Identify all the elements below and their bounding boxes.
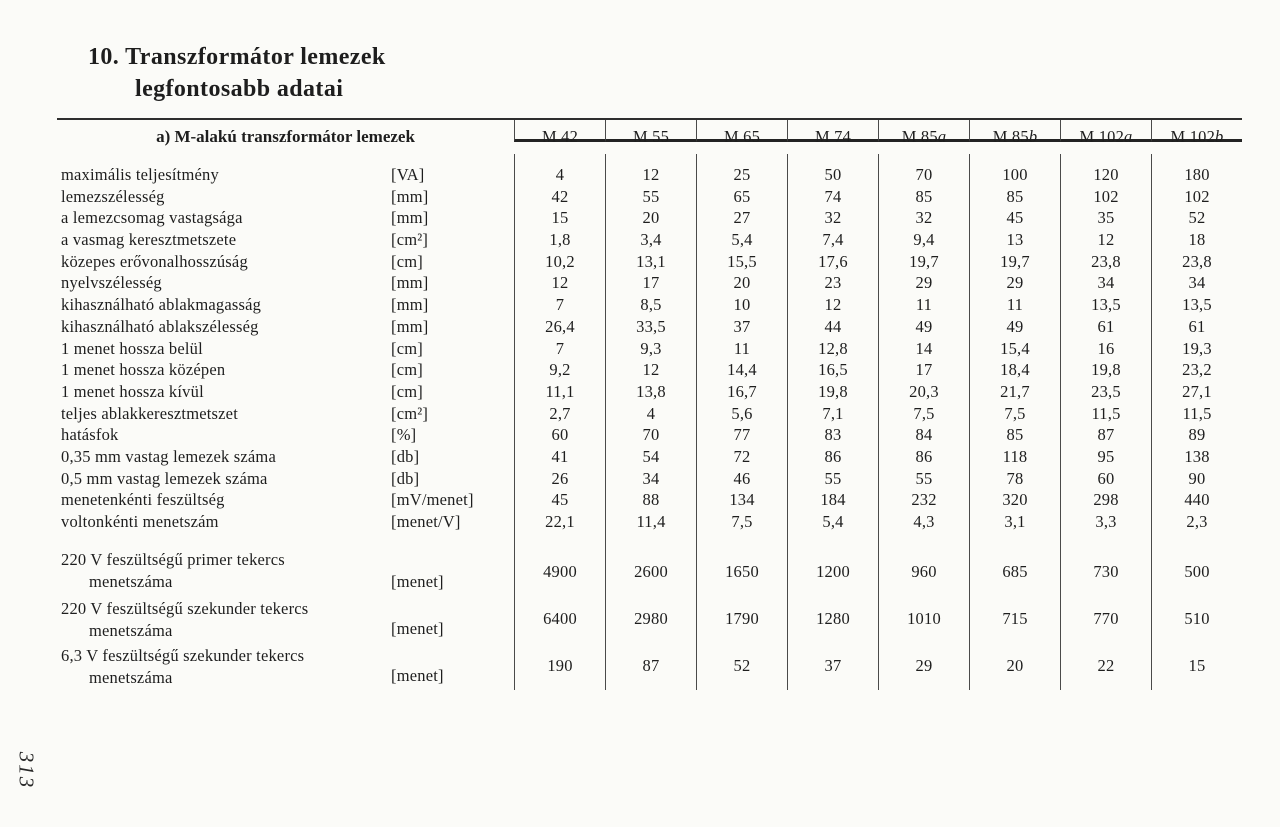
cell-value: 25 [696, 154, 787, 186]
row-unit: [VA] [391, 165, 425, 184]
cell-value: 11 [969, 294, 1060, 316]
table-body [57, 154, 1242, 690]
row-label [57, 316, 389, 338]
cell-value: 2,3 [1151, 511, 1242, 533]
cell-value: 960 [878, 533, 969, 596]
cell-value: 2980 [605, 596, 696, 643]
cell-value: 70 [605, 424, 696, 446]
row-unit: [menet] [391, 571, 444, 591]
cell-value: 510 [1151, 596, 1242, 643]
cell-value: 45 [969, 207, 1060, 229]
cell-value: 1650 [696, 533, 787, 596]
cell-value: 7 [514, 294, 605, 316]
table-row [57, 229, 1242, 251]
row-label-line1: 1 menet hossza kívül [61, 381, 204, 401]
row-label [57, 446, 389, 468]
table-row [57, 186, 1242, 208]
cell-value: 45 [514, 489, 605, 511]
cell-value: 17 [878, 359, 969, 381]
cell-value: 52 [696, 643, 787, 690]
cell-value: 26,4 [514, 316, 605, 338]
cell-value: 23 [787, 272, 878, 294]
table-row [57, 381, 1242, 403]
cell-value: 730 [1060, 533, 1151, 596]
transformer-lamination-table [57, 118, 1242, 690]
row-label [57, 251, 389, 273]
cell-value: 4 [514, 154, 605, 186]
cell-value: 50 [787, 154, 878, 186]
cell-value: 17,6 [787, 251, 878, 273]
cell-value: 49 [969, 316, 1060, 338]
row-unit: [mm] [391, 186, 429, 206]
cell-value: 4 [605, 403, 696, 425]
cell-value: 16,7 [696, 381, 787, 403]
row-unit: [db] [391, 446, 420, 466]
column-header-m-102a [1060, 120, 1151, 146]
cell-value: 23,2 [1151, 359, 1242, 381]
cell-value: 44 [787, 316, 878, 338]
cell-value: 4,3 [878, 511, 969, 533]
column-header-text: M 65 [723, 127, 761, 146]
cell-value: 5,4 [787, 511, 878, 533]
cell-value: 232 [878, 489, 969, 511]
cell-value: 2600 [605, 533, 696, 596]
cell-value: 27 [696, 207, 787, 229]
cell-value: 180 [1151, 154, 1242, 186]
cell-value: 320 [969, 489, 1060, 511]
cell-value: 34 [1151, 272, 1242, 294]
cell-value: 42 [514, 186, 605, 208]
cell-value: 190 [514, 643, 605, 690]
column-header-m-74 [787, 120, 878, 146]
table-row [57, 424, 1242, 446]
cell-value: 715 [969, 596, 1060, 643]
table-row [57, 251, 1242, 273]
row-label [57, 643, 389, 690]
cell-value: 13,1 [605, 251, 696, 273]
row-unit: [cm²] [391, 403, 429, 423]
cell-value: 18 [1151, 229, 1242, 251]
row-label-line2: menetszáma [89, 667, 173, 687]
cell-value: 100 [969, 154, 1060, 186]
cell-value: 55 [878, 468, 969, 490]
cell-value: 46 [696, 468, 787, 490]
column-header-m-85b [969, 120, 1060, 146]
column-header-m-42 [514, 120, 605, 146]
cell-value: 4900 [514, 533, 605, 596]
cell-value: 6400 [514, 596, 605, 643]
cell-value: 34 [1060, 272, 1151, 294]
column-header-m-65 [696, 120, 787, 146]
cell-value: 11 [878, 294, 969, 316]
cell-value: 85 [969, 424, 1060, 446]
table-row [57, 316, 1242, 338]
column-header-text: M 102 [1079, 127, 1125, 146]
cell-value: 55 [787, 468, 878, 490]
row-label [57, 596, 389, 643]
table-header-row [57, 120, 1242, 154]
cell-value: 20 [696, 272, 787, 294]
cell-value: 23,8 [1151, 251, 1242, 273]
column-header-m-85a [878, 120, 969, 146]
cell-value: 18,4 [969, 359, 1060, 381]
cell-value: 1,8 [514, 229, 605, 251]
row-label-line1: 220 V feszültségű szekunder tekercs [61, 598, 309, 618]
cell-value: 12 [605, 154, 696, 186]
cell-value: 60 [514, 424, 605, 446]
cell-value: 14,4 [696, 359, 787, 381]
row-label-line1: a lemezcsomag vastagsága [61, 208, 243, 228]
cell-value: 9,3 [605, 338, 696, 360]
cell-value: 12,8 [787, 338, 878, 360]
cell-value: 87 [1060, 424, 1151, 446]
cell-value: 15,5 [696, 251, 787, 273]
column-header-text: M 85 [992, 127, 1029, 146]
cell-value: 89 [1151, 424, 1242, 446]
cell-value: 90 [1151, 468, 1242, 490]
cell-value: 11,4 [605, 511, 696, 533]
row-unit: [cm] [391, 381, 423, 401]
table-row [57, 468, 1242, 490]
cell-value: 685 [969, 533, 1060, 596]
row-label-line1: 6,3 V feszültségű szekunder tekercs [61, 645, 305, 665]
cell-value: 500 [1151, 533, 1242, 596]
cell-value: 120 [1060, 154, 1151, 186]
cell-value: 86 [878, 446, 969, 468]
cell-value: 32 [878, 207, 969, 229]
cell-value: 23,5 [1060, 381, 1151, 403]
cell-value: 7 [514, 338, 605, 360]
row-label-line1: hatásfok [61, 425, 119, 445]
cell-value: 9,4 [878, 229, 969, 251]
cell-value: 7,1 [787, 403, 878, 425]
row-unit: [menet/V] [391, 512, 461, 531]
table-row [57, 338, 1242, 360]
column-header-text: M 102 [1170, 127, 1216, 146]
cell-value: 13,5 [1060, 294, 1151, 316]
row-unit: [mm] [391, 273, 429, 293]
table-section-header: a) M-alakú transzformátor lemezek [156, 127, 415, 146]
cell-value: 32 [787, 207, 878, 229]
row-label [57, 207, 389, 229]
cell-value: 15 [514, 207, 605, 229]
table-row [57, 446, 1242, 468]
row-label [57, 381, 389, 403]
table-row [57, 359, 1242, 381]
cell-value: 52 [1151, 207, 1242, 229]
row-unit: [cm] [391, 360, 423, 380]
cell-value: 22,1 [514, 511, 605, 533]
column-header-text: M 42 [541, 127, 579, 146]
row-label [57, 272, 389, 294]
cell-value: 77 [696, 424, 787, 446]
column-header-text: M 74 [814, 127, 852, 146]
row-label [57, 154, 389, 186]
table-row [57, 207, 1242, 229]
cell-value: 138 [1151, 446, 1242, 468]
row-unit: [cm] [391, 251, 423, 271]
cell-value: 13 [969, 229, 1060, 251]
row-label [57, 403, 389, 425]
cell-value: 83 [787, 424, 878, 446]
row-label [57, 489, 389, 511]
table-row [57, 294, 1242, 316]
cell-value: 134 [696, 489, 787, 511]
cell-value: 85 [878, 186, 969, 208]
table-row [57, 596, 1242, 643]
cell-value: 102 [1060, 186, 1151, 208]
cell-value: 12 [514, 272, 605, 294]
cell-value: 87 [605, 643, 696, 690]
cell-value: 118 [969, 446, 1060, 468]
cell-value: 27,1 [1151, 381, 1242, 403]
cell-value: 11,5 [1060, 403, 1151, 425]
cell-value: 8,5 [605, 294, 696, 316]
cell-value: 78 [969, 468, 1060, 490]
table-row [57, 272, 1242, 294]
cell-value: 29 [878, 643, 969, 690]
cell-value: 15 [1151, 643, 1242, 690]
row-label-line2: menetszáma [89, 620, 173, 640]
table-row [57, 489, 1242, 511]
cell-value: 11,1 [514, 381, 605, 403]
cell-value: 20 [969, 643, 1060, 690]
cell-value: 21,7 [969, 381, 1060, 403]
row-unit: [mm] [391, 295, 429, 315]
page-title [88, 42, 386, 105]
column-header-text: M 85 [901, 127, 938, 146]
cell-value: 19,7 [969, 251, 1060, 273]
row-unit: [cm] [391, 338, 423, 358]
cell-value: 102 [1151, 186, 1242, 208]
cell-value: 7,5 [878, 403, 969, 425]
row-label-line1: kihasználható ablakmagasság [61, 295, 262, 315]
cell-value: 7,5 [969, 403, 1060, 425]
column-header-suffix: b [1215, 127, 1224, 146]
column-header-m-102b [1151, 120, 1242, 146]
row-label-line1: a vasmag keresztmetszete [61, 230, 237, 250]
cell-value: 2,7 [514, 403, 605, 425]
page-number: 313 [14, 751, 39, 790]
cell-value: 1010 [878, 596, 969, 643]
cell-value: 14 [878, 338, 969, 360]
cell-value: 440 [1151, 489, 1242, 511]
cell-value: 5,4 [696, 229, 787, 251]
row-unit: [mm] [391, 208, 429, 228]
cell-value: 74 [787, 186, 878, 208]
table-row [57, 643, 1242, 690]
row-unit: [menet] [391, 665, 444, 685]
cell-value: 12 [787, 294, 878, 316]
row-unit: [mV/menet] [391, 490, 474, 510]
cell-value: 13,5 [1151, 294, 1242, 316]
cell-value: 20,3 [878, 381, 969, 403]
cell-value: 16 [1060, 338, 1151, 360]
cell-value: 61 [1060, 316, 1151, 338]
cell-value: 65 [696, 186, 787, 208]
cell-value: 10,2 [514, 251, 605, 273]
cell-value: 54 [605, 446, 696, 468]
row-label [57, 186, 389, 208]
cell-value: 61 [1151, 316, 1242, 338]
cell-value: 23,8 [1060, 251, 1151, 273]
cell-value: 12 [605, 359, 696, 381]
cell-value: 15,4 [969, 338, 1060, 360]
cell-value: 29 [969, 272, 1060, 294]
cell-value: 19,7 [878, 251, 969, 273]
row-label-line1: 1 menet hossza középen [61, 360, 226, 380]
row-label [57, 533, 389, 596]
cell-value: 5,6 [696, 403, 787, 425]
cell-value: 1280 [787, 596, 878, 643]
column-header-text: M 55 [632, 127, 670, 146]
cell-value: 1790 [696, 596, 787, 643]
cell-value: 184 [787, 489, 878, 511]
row-label [57, 468, 389, 490]
table-row [57, 533, 1242, 596]
row-label-line1: közepes erővonalhosszúság [61, 251, 248, 271]
cell-value: 10 [696, 294, 787, 316]
cell-value: 1200 [787, 533, 878, 596]
row-label-line1: maximális teljesítmény [61, 165, 219, 184]
cell-value: 3,4 [605, 229, 696, 251]
cell-value: 26 [514, 468, 605, 490]
row-label-line1: menetenkénti feszültség [61, 490, 225, 510]
cell-value: 85 [969, 186, 1060, 208]
cell-value: 3,3 [1060, 511, 1151, 533]
row-label [57, 229, 389, 251]
table-row [57, 511, 1242, 533]
row-label-line1: 0,5 mm vastag lemezek száma [61, 468, 268, 488]
cell-value: 3,1 [969, 511, 1060, 533]
table-row [57, 154, 1242, 186]
cell-value: 55 [605, 186, 696, 208]
cell-value: 33,5 [605, 316, 696, 338]
cell-value: 84 [878, 424, 969, 446]
column-header-m-55 [605, 120, 696, 146]
cell-value: 41 [514, 446, 605, 468]
row-label-line1: 0,35 mm vastag lemezek száma [61, 446, 276, 466]
column-header-suffix: a [937, 127, 947, 146]
cell-value: 37 [787, 643, 878, 690]
row-label-line1: 220 V feszültségű primer tekercs [61, 549, 285, 569]
cell-value: 16,5 [787, 359, 878, 381]
cell-value: 19,8 [787, 381, 878, 403]
row-label-line1: 1 menet hossza belül [61, 338, 203, 358]
cell-value: 770 [1060, 596, 1151, 643]
cell-value: 298 [1060, 489, 1151, 511]
row-label-line1: kihasználható ablakszélesség [61, 316, 259, 336]
cell-value: 34 [605, 468, 696, 490]
cell-value: 86 [787, 446, 878, 468]
cell-value: 60 [1060, 468, 1151, 490]
row-label [57, 424, 389, 446]
cell-value: 12 [1060, 229, 1151, 251]
cell-value: 19,3 [1151, 338, 1242, 360]
cell-value: 88 [605, 489, 696, 511]
row-label [57, 359, 389, 381]
cell-value: 22 [1060, 643, 1151, 690]
row-label-line1: nyelvszélesség [61, 273, 162, 293]
cell-value: 11,5 [1151, 403, 1242, 425]
row-label [57, 294, 389, 316]
row-label-line1: lemezszélesség [61, 186, 165, 206]
cell-value: 13,8 [605, 381, 696, 403]
row-label [57, 511, 389, 533]
row-unit: [mm] [391, 316, 429, 336]
row-label-line1: voltonkénti menetszám [61, 512, 219, 531]
cell-value: 49 [878, 316, 969, 338]
cell-value: 35 [1060, 207, 1151, 229]
page-title-line2: legfontosabb adatai [135, 75, 344, 102]
row-unit: [menet] [391, 618, 444, 638]
row-unit: [db] [391, 468, 420, 488]
cell-value: 95 [1060, 446, 1151, 468]
cell-value: 37 [696, 316, 787, 338]
table-row [57, 403, 1242, 425]
row-unit: [cm²] [391, 230, 429, 250]
cell-value: 20 [605, 207, 696, 229]
cell-value: 19,8 [1060, 359, 1151, 381]
cell-value: 29 [878, 272, 969, 294]
row-label-line2: menetszáma [89, 571, 173, 591]
cell-value: 9,2 [514, 359, 605, 381]
row-unit: [%] [391, 425, 417, 445]
cell-value: 70 [878, 154, 969, 186]
cell-value: 7,4 [787, 229, 878, 251]
column-header-suffix: b [1028, 127, 1038, 146]
column-header-suffix: a [1124, 127, 1133, 146]
row-label [57, 338, 389, 360]
cell-value: 72 [696, 446, 787, 468]
cell-value: 11 [696, 338, 787, 360]
cell-value: 17 [605, 272, 696, 294]
cell-value: 7,5 [696, 511, 787, 533]
row-label-line1: teljes ablakkeresztmetszet [61, 403, 238, 423]
page-title-line1: 10. Transzformátor lemezek [88, 44, 386, 70]
